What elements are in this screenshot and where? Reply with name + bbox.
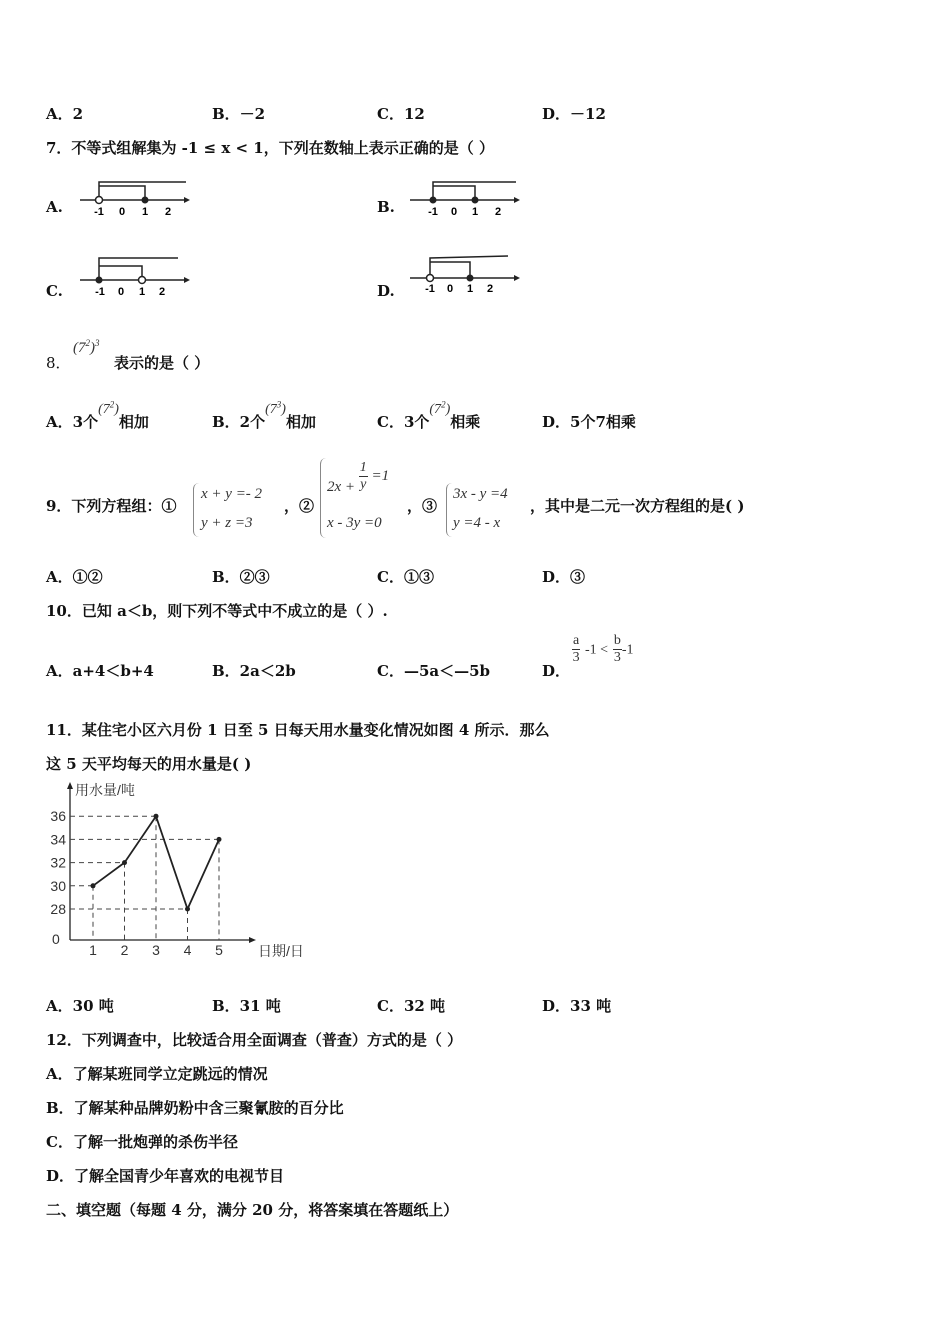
x-axis-label: 日期/日 bbox=[258, 943, 304, 959]
data-point bbox=[91, 883, 96, 888]
tick-label: -1 bbox=[425, 283, 435, 295]
q11-option-a: A．30 吨 bbox=[46, 997, 114, 1015]
q9-sys1-eq1: x + y =- 2 bbox=[201, 486, 263, 502]
q8-option-c bbox=[377, 399, 481, 432]
q6-option-a: A．2 bbox=[46, 105, 84, 123]
q8-a-base: (7 bbox=[98, 402, 110, 417]
q9-option-b: B．②③ bbox=[212, 568, 270, 586]
tick-label: -1 bbox=[95, 286, 105, 298]
frac-num: a bbox=[573, 633, 580, 648]
x-tick-label: 1 bbox=[89, 942, 97, 958]
q7-label-b: B. bbox=[377, 198, 395, 216]
q8-option-d: D．5个7相乘 bbox=[542, 413, 636, 431]
q8-a-pre: A．3个 bbox=[46, 413, 99, 431]
q6-option-b: B．－2 bbox=[212, 105, 266, 123]
tick-label: 1 bbox=[138, 286, 146, 298]
q8-a-exp: 2 bbox=[109, 399, 115, 410]
q11-option-c: C．32 吨 bbox=[377, 997, 446, 1015]
x-tick-label: 2 bbox=[120, 942, 129, 958]
water-usage-chart bbox=[40, 778, 330, 968]
section-2-title: 二、填空题（每题 4 分，满分 20 分，将答案填在答题纸上） bbox=[46, 1201, 459, 1219]
expr-close: ) bbox=[90, 340, 95, 356]
origin-label: 0 bbox=[52, 931, 60, 947]
tick-label: 2 bbox=[494, 206, 502, 218]
frac-a-3 bbox=[572, 633, 580, 666]
q9-sys2-frac bbox=[359, 460, 368, 493]
q9-option-a: A．①② bbox=[46, 568, 103, 586]
tick-label: 2 bbox=[486, 283, 494, 295]
q7-numberline-b bbox=[408, 174, 523, 219]
data-point bbox=[217, 837, 222, 842]
frac-den: y bbox=[360, 477, 367, 492]
q9-stem-pre: 9．下列方程组：① bbox=[46, 497, 177, 515]
q10-option-b: B．2a＜2b bbox=[212, 662, 296, 680]
q8-c-exp: 2 bbox=[441, 399, 446, 410]
x-tick-label: 3 bbox=[152, 942, 160, 958]
q12-stem: 12．下列调查中，比较适合用全面调查（普查）方式的是（ ） bbox=[46, 1031, 463, 1049]
frac-den: 3 bbox=[613, 650, 621, 665]
q10-option-a: A．a+4＜b+4 bbox=[46, 662, 154, 680]
tick-label: 0 bbox=[117, 286, 125, 298]
tick-label: 0 bbox=[118, 206, 126, 218]
q12-option-b: B．了解某种品牌奶粉中含三聚氰胺的百分比 bbox=[46, 1099, 344, 1117]
q11-stem-2: 这 5 天平均每天的用水量是( ) bbox=[46, 755, 252, 773]
q8-c-post: 相乘 bbox=[450, 413, 481, 431]
q9-sep3: ，③ bbox=[407, 497, 438, 515]
data-point bbox=[185, 907, 190, 912]
tick-label: 2 bbox=[164, 206, 172, 218]
q8-b-post: 相加 bbox=[285, 413, 316, 431]
q8-option-a bbox=[46, 399, 149, 432]
tick-label: 0 bbox=[446, 283, 454, 295]
q6-option-d: D．－12 bbox=[542, 105, 606, 123]
q9-sys1-brace bbox=[193, 483, 200, 537]
q11-stem-1: 11．某住宅小区六月份 1 日至 5 日每天用水量变化情况如图 4 所示．那么 bbox=[46, 721, 550, 739]
q8-b-pre: B．2个 bbox=[212, 413, 266, 431]
frac-num: 1 bbox=[359, 460, 367, 475]
q8-number: 8． bbox=[46, 354, 71, 372]
q10-option-d-expr bbox=[572, 633, 634, 666]
q9-sys3-brace bbox=[446, 483, 453, 537]
q8-b-base: (7 bbox=[265, 402, 277, 417]
q8-stem: 表示的是（ ） bbox=[114, 354, 210, 372]
q7-label-c: C. bbox=[46, 282, 63, 300]
y-tick-label: 32 bbox=[50, 854, 66, 871]
q9-stem-post: ，其中是二元一次方程组的是( ) bbox=[530, 497, 745, 515]
q8-expression bbox=[73, 338, 100, 357]
tick-label: 1 bbox=[466, 283, 474, 295]
tick-label: -1 bbox=[428, 206, 438, 218]
q8-a-post: 相加 bbox=[118, 413, 149, 431]
q8-c-base: (7 bbox=[429, 402, 442, 417]
x-tick-label: 5 bbox=[215, 942, 223, 958]
y-tick-label: 28 bbox=[50, 901, 66, 917]
y-tick-label: 36 bbox=[50, 808, 66, 825]
q9-sys2-eq1-b: =1 bbox=[371, 467, 390, 484]
q12-option-d: D．了解全国青少年喜欢的电视节目 bbox=[46, 1167, 285, 1185]
q8-a-close: ) bbox=[114, 402, 119, 417]
y-axis-arrow bbox=[67, 782, 73, 789]
q10-stem: 10．已知 a＜b，则下列不等式中不成立的是（ ）. bbox=[46, 602, 388, 620]
q9-sys2-eq1 bbox=[327, 460, 389, 493]
q7-numberline-d bbox=[408, 250, 523, 295]
y-axis-label: 用水量/吨 bbox=[75, 782, 135, 798]
q8-b-exp: 3 bbox=[276, 399, 282, 410]
q7-stem: 7．不等式组解集为 -1 ≤ x < 1，下列在数轴上表示正确的是（ ） bbox=[46, 139, 494, 157]
expr-inner-exp: 2 bbox=[85, 338, 90, 348]
tick-label: 0 bbox=[450, 206, 458, 218]
tick-label: -1 bbox=[94, 206, 104, 218]
expr-base: (7 bbox=[73, 340, 86, 356]
q8-c-pre: C．3个 bbox=[377, 413, 430, 431]
data-point bbox=[122, 860, 127, 865]
q7-numberline-c bbox=[78, 254, 193, 299]
q8-b-close: ) bbox=[281, 402, 286, 417]
y-tick-label: 34 bbox=[50, 831, 66, 848]
q11-option-b: B．31 吨 bbox=[212, 997, 281, 1015]
q10-option-c: C．—5a＜—5b bbox=[377, 662, 491, 680]
frac-num: b bbox=[613, 633, 621, 648]
d-mid: -1 < bbox=[585, 642, 609, 658]
x-tick-label: 4 bbox=[183, 942, 192, 958]
y-tick-label: 30 bbox=[50, 877, 66, 894]
expr-outer-exp: 3 bbox=[95, 338, 100, 348]
q9-sys3-eq2: y =4 - x bbox=[453, 515, 501, 531]
tick-label: 1 bbox=[471, 206, 479, 218]
q9-sys3-eq1: 3x - y =4 bbox=[453, 486, 508, 502]
q7-label-a: A. bbox=[46, 198, 63, 216]
q7-numberline-a bbox=[78, 174, 193, 219]
tick-label: 1 bbox=[141, 206, 149, 218]
q7-label-d: D. bbox=[377, 282, 395, 300]
x-axis-arrow bbox=[249, 937, 256, 943]
q8-option-b bbox=[212, 399, 316, 432]
q12-option-a: A．了解某班同学立定跳远的情况 bbox=[46, 1065, 268, 1083]
d-tail: -1 bbox=[621, 642, 634, 658]
q9-sys2-brace bbox=[320, 458, 327, 538]
q8-c-close: ) bbox=[445, 402, 451, 417]
q9-sys1-eq2: y + z =3 bbox=[201, 515, 253, 531]
tick-label: 2 bbox=[158, 286, 166, 298]
frac-b-3 bbox=[613, 633, 622, 666]
frac-den: 3 bbox=[572, 650, 580, 665]
q9-sys2-eq1-a: 2x + bbox=[327, 478, 356, 495]
q9-option-d: D．③ bbox=[542, 568, 586, 586]
q10-option-d-label: D． bbox=[542, 662, 571, 680]
q9-option-c: C．①③ bbox=[377, 568, 434, 586]
q11-option-d: D．33 吨 bbox=[542, 997, 612, 1015]
q9-sys2-eq2: x - 3y =0 bbox=[327, 515, 382, 531]
q6-option-c: C．12 bbox=[377, 105, 425, 123]
data-point bbox=[154, 814, 159, 819]
q9-sep2: ，② bbox=[284, 497, 315, 515]
q12-option-c: C．了解一批炮弹的杀伤半径 bbox=[46, 1133, 238, 1151]
